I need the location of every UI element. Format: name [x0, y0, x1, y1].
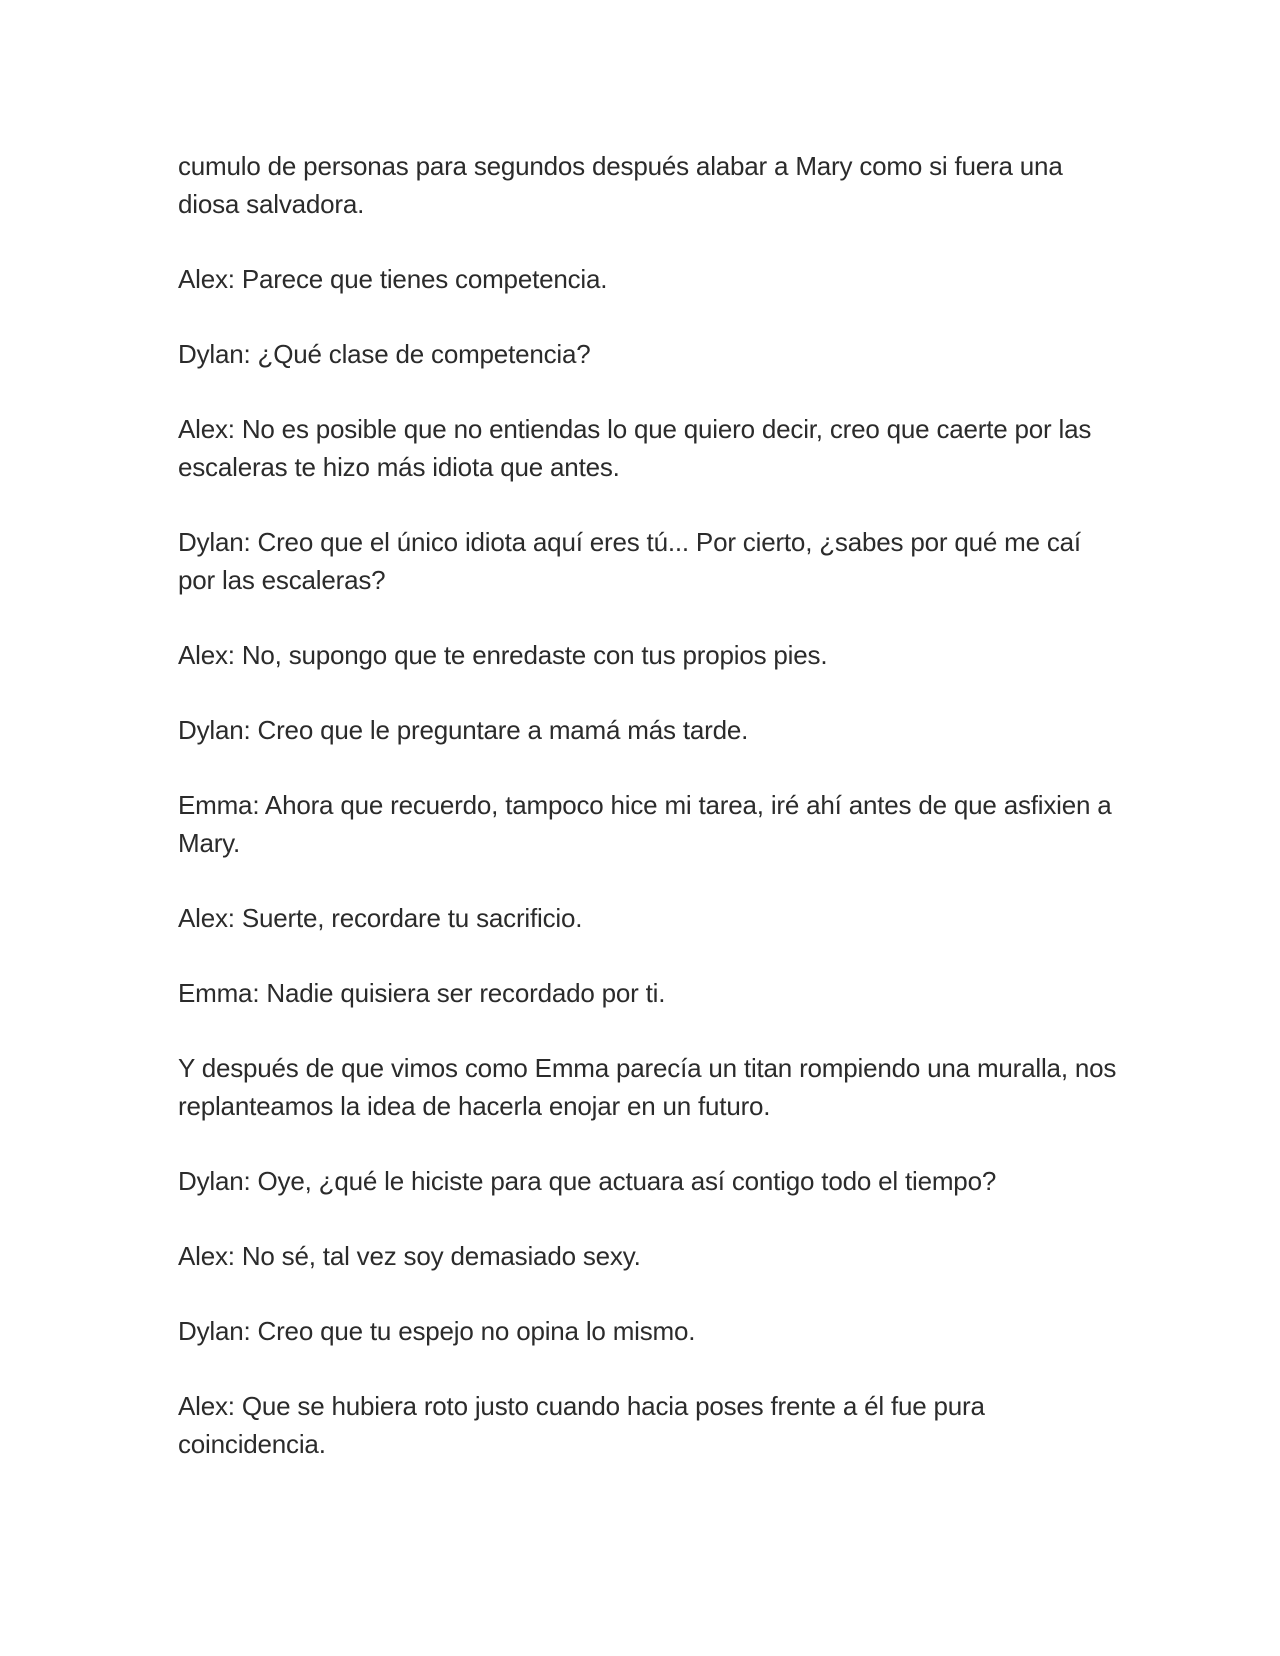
paragraph-dialogue-alex-6: Alex: Que se hubiera roto justo cuando hacia poses frente a él fue pura coincidencia.: [178, 1391, 985, 1459]
paragraph-narration-1: cumulo de personas para segundos después alabar a Mary como si fuera una diosa salvadora.: [178, 151, 1063, 219]
paragraph-dialogue-dylan-3: Dylan: Creo que le preguntare a mamá más tarde.: [178, 715, 749, 745]
document-page: [178, 147, 1118, 1500]
paragraph-dialogue-alex-4: Alex: Suerte, recordare tu sacrificio.: [178, 903, 583, 933]
paragraph-dialogue-dylan-4: Dylan: Oye, ¿qué le hiciste para que actuara así contigo todo el tiempo?: [178, 1166, 997, 1196]
paragraph-dialogue-dylan-1: Dylan: ¿Qué clase de competencia?: [178, 339, 591, 369]
paragraph-dialogue-dylan-5: Dylan: Creo que tu espejo no opina lo mismo.: [178, 1316, 696, 1346]
paragraph-dialogue-alex-3: Alex: No, supongo que te enredaste con tus propios pies.: [178, 640, 828, 670]
paragraph-dialogue-emma-2: Emma: Nadie quisiera ser recordado por ti.: [178, 978, 666, 1008]
paragraph-dialogue-alex-2: Alex: No es posible que no entiendas lo que quiero decir, creo que caerte por las escaleras te hizo más idiota que antes.: [178, 414, 1092, 482]
paragraph-dialogue-alex-1: Alex: Parece que tienes competencia.: [178, 264, 608, 294]
paragraph-narration-2: Y después de que vimos como Emma parecía un titan rompiendo una muralla, nos replanteamos la idea de hacerla enojar en un futuro.: [178, 1053, 1117, 1121]
paragraph-dialogue-dylan-2: Dylan: Creo que el único idiota aquí eres tú... Por cierto, ¿sabes por qué me caí por las escaleras?: [178, 527, 1081, 595]
paragraph-dialogue-emma-1: Emma: Ahora que recuerdo, tampoco hice mi tarea, iré ahí antes de que asfixien a Mary.: [178, 790, 1112, 858]
paragraph-dialogue-alex-5: Alex: No sé, tal vez soy demasiado sexy.: [178, 1241, 641, 1271]
